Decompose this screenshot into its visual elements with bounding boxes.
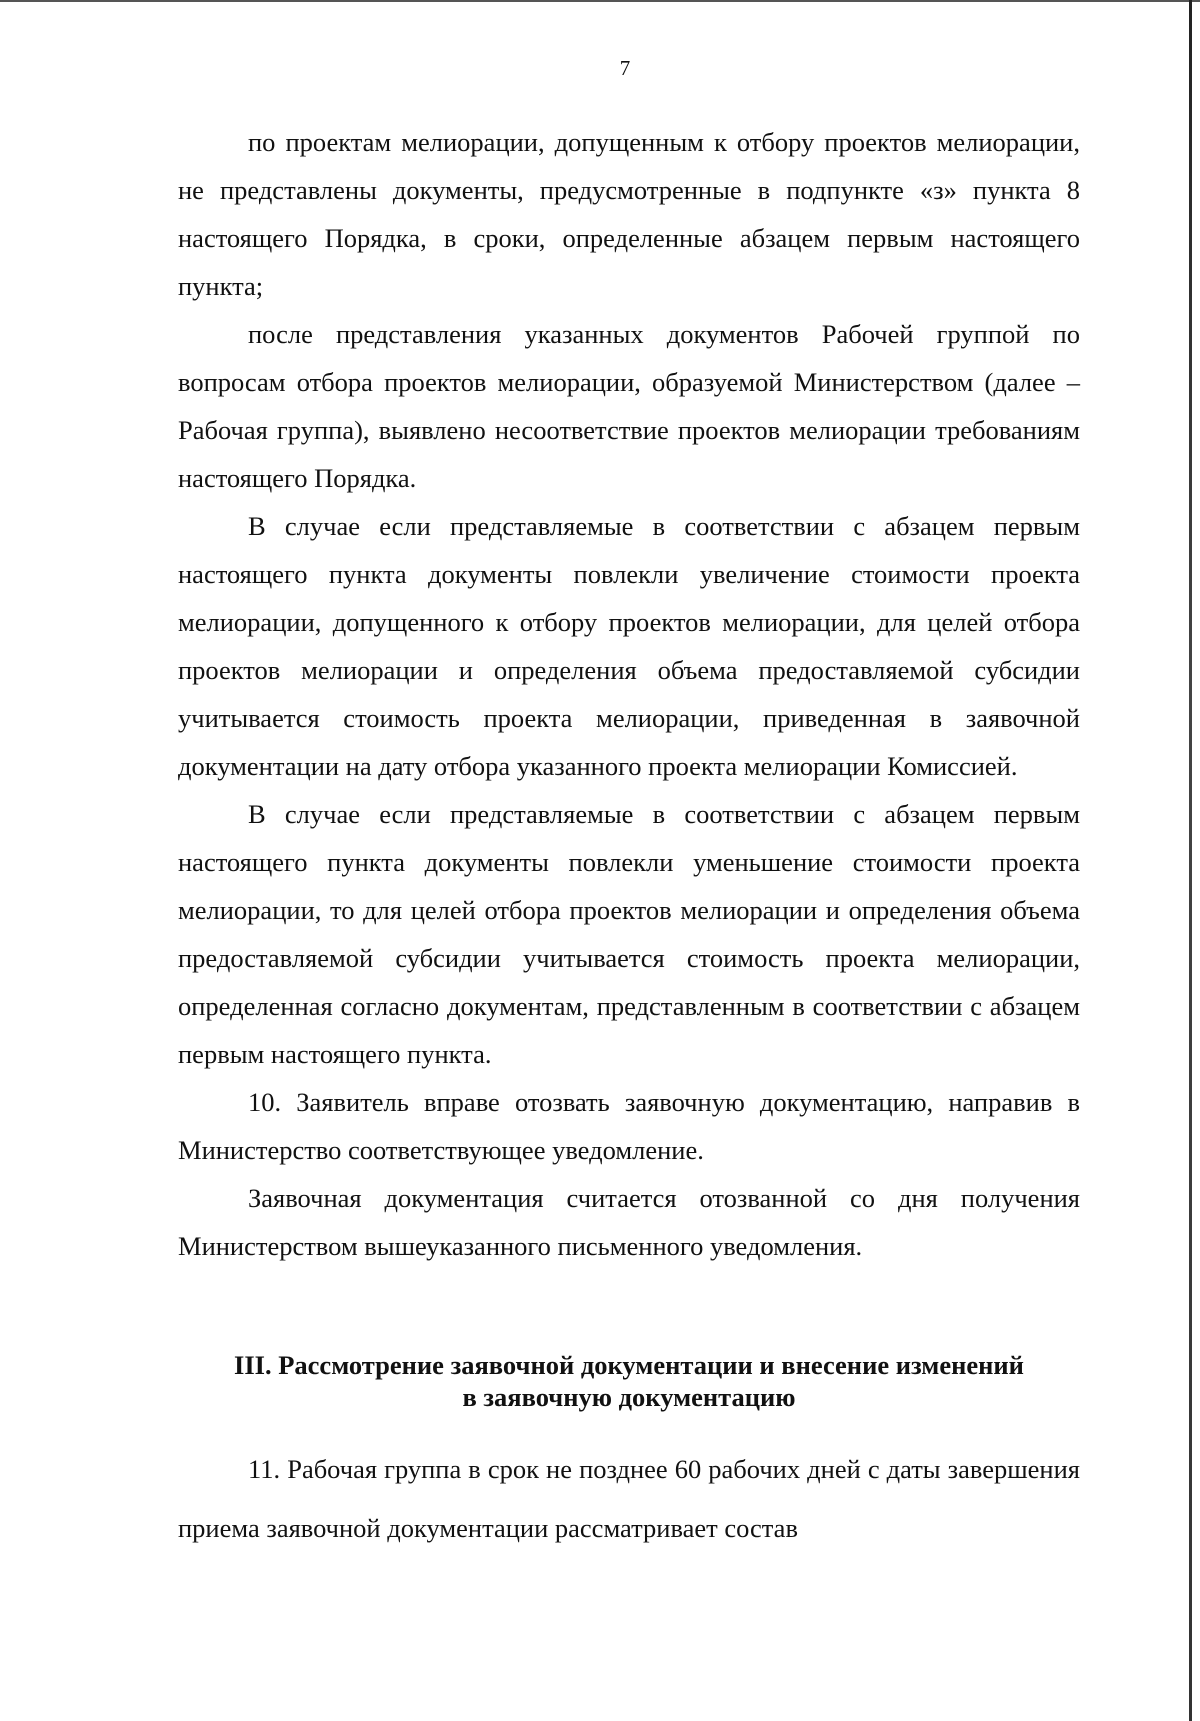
paragraph-5: 10. Заявитель вправе отозвать заявочную документацию, направив в Министерство соответствующее уведомление. bbox=[178, 1087, 1080, 1165]
paragraph-3: В случае если представляемые в соответствии с абзацем первым настоящего пункта документы повлекли увеличение стоимости проекта мелиорации, допущенного к отбору проектов мелиорации, для целей отбора проектов мелиорации и определения объема предоставляемой субсидии учитывается стоимость проекта мелиорации, приведенная в заявочной документации на дату отбора указанного проекта мелиорации Комиссией. bbox=[178, 511, 1080, 781]
page-number: 7 bbox=[619, 56, 631, 80]
body-text bbox=[178, 118, 1080, 1270]
section-heading bbox=[178, 1349, 1080, 1413]
section-body bbox=[178, 1440, 1080, 1558]
paragraph-11: 11. Рабочая группа в срок не позднее 60 рабочих дней с даты завершения приема заявочной документации рассматривает состав bbox=[178, 1454, 1080, 1543]
paragraph-1: по проектам мелиорации, допущенным к отбору проектов мелиорации, не представлены документы, предусмотренные в подпункте «з» пункта 8 настоящего Порядка, в сроки, определенные абзацем первым настоящего пункта; bbox=[178, 127, 1080, 301]
section-heading-line-1: III. Рассмотрение заявочной документации и внесение изменений bbox=[234, 1350, 1024, 1380]
section-heading-line-2: в заявочную документацию bbox=[462, 1382, 796, 1412]
paragraph-4: В случае если представляемые в соответствии с абзацем первым настоящего пункта документы повлекли уменьшение стоимости проекта мелиорации, то для целей отбора проектов мелиорации и определения объема предоставляемой субсидии учитывается стоимость проекта мелиорации, определенная согласно документам, представленным в соответствии с абзацем первым настоящего пункта. bbox=[178, 799, 1080, 1069]
paragraph-2: после представления указанных документов Рабочей группой по вопросам отбора проектов мелиорации, образуемой Министерством (далее – Рабочая группа), выявлено несоответствие проектов мелиорации требованиям настоящего Порядка. bbox=[178, 319, 1080, 493]
paragraph-6: Заявочная документация считается отозванной со дня получения Министерством вышеуказанного письменного уведомления. bbox=[178, 1183, 1080, 1261]
